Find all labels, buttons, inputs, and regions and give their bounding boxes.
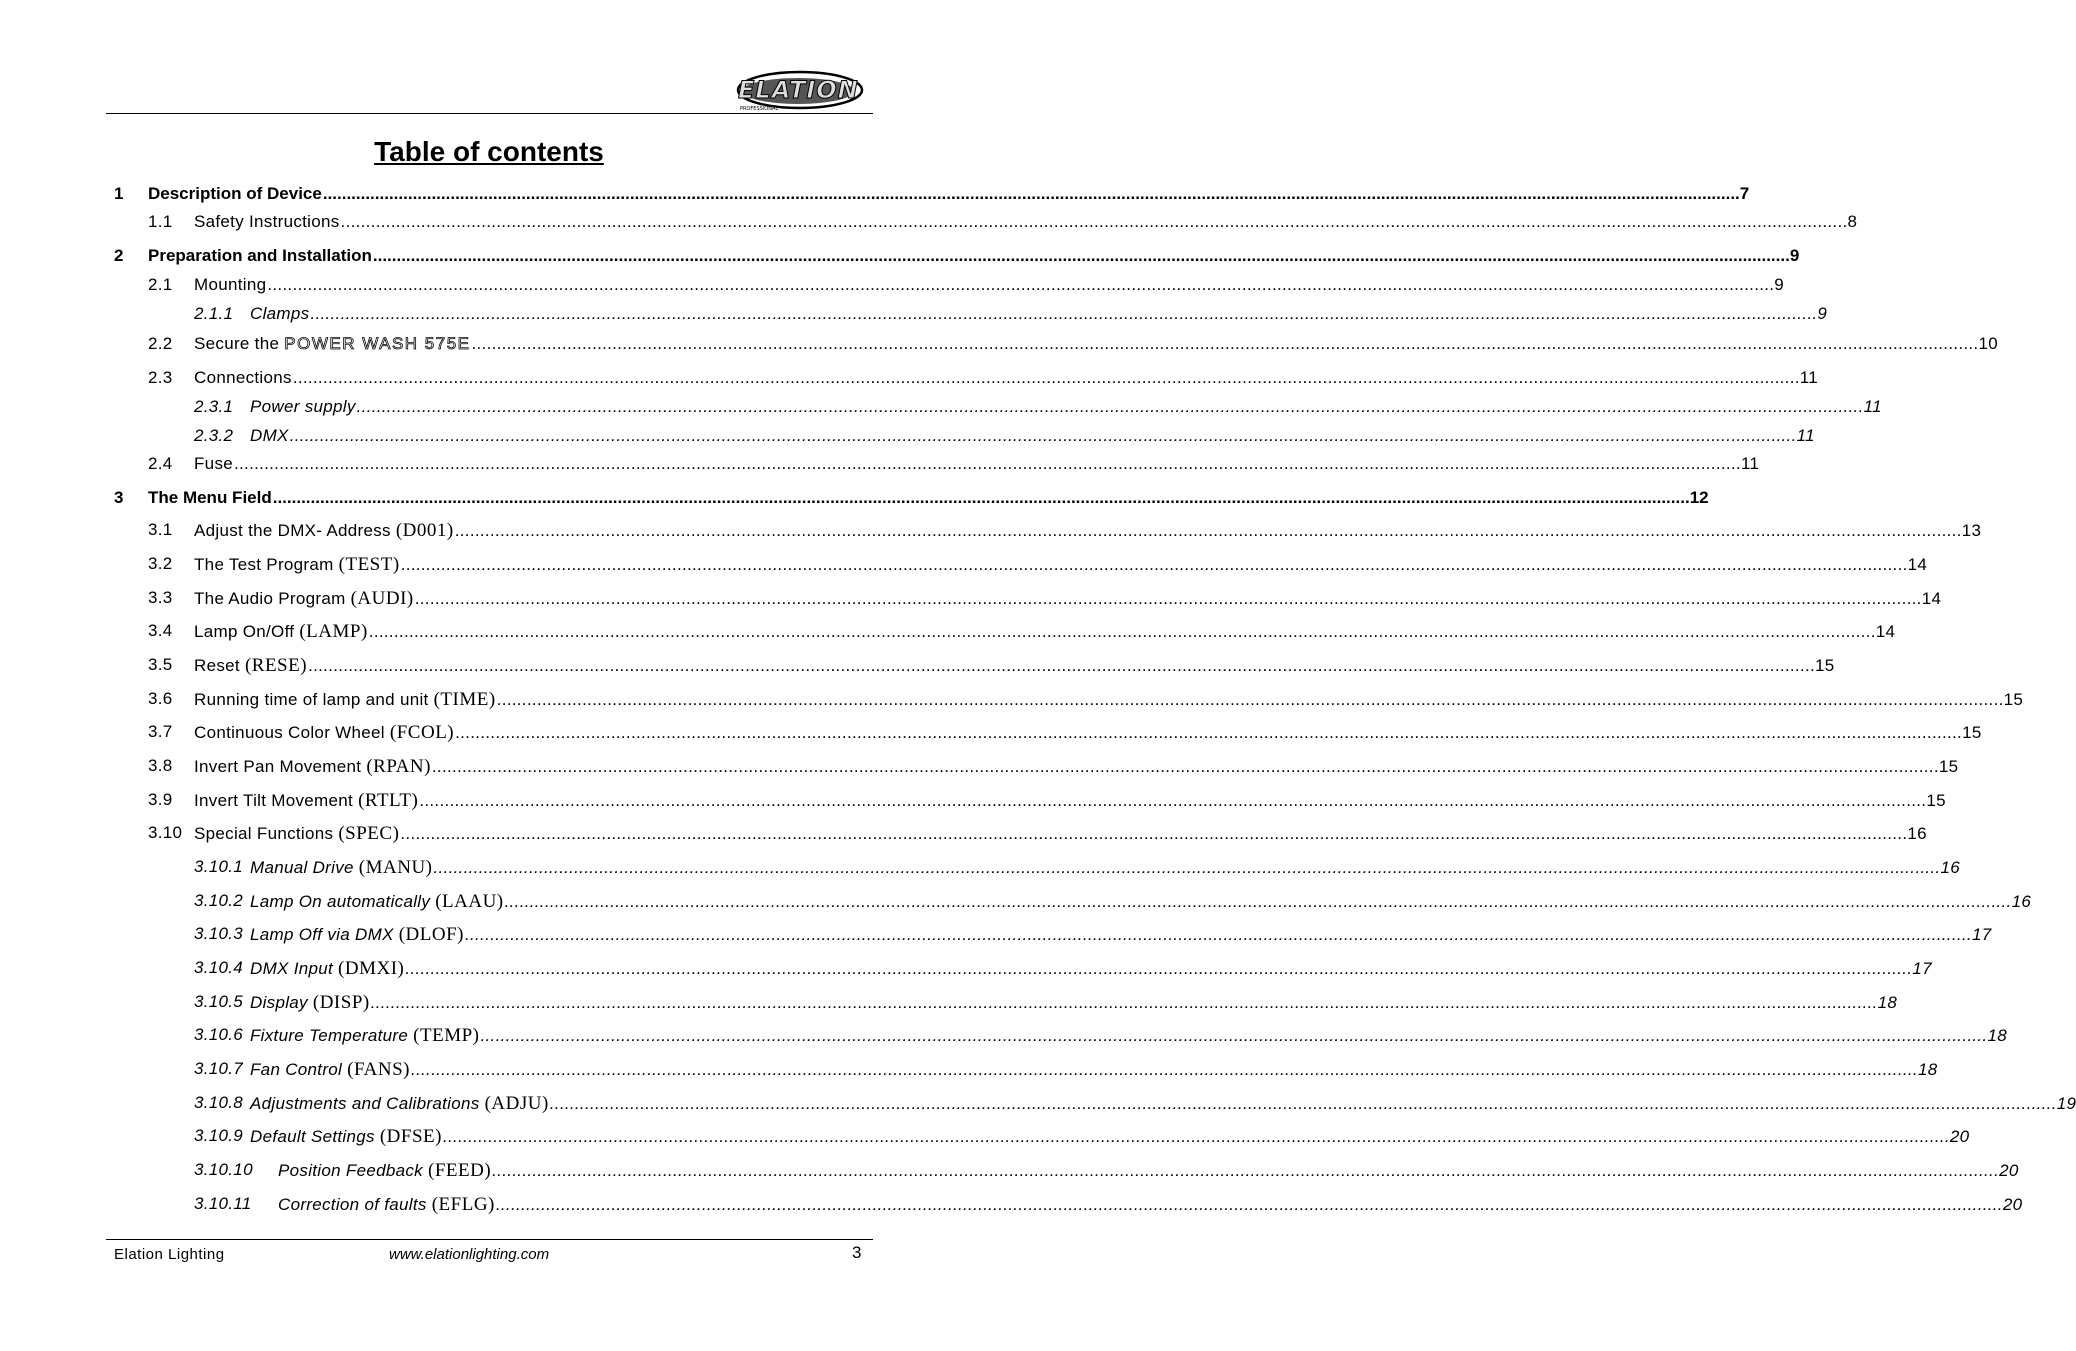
toc-leader-dots: ............................................................................................................................................................................................................................................................................................................	[400, 824, 1908, 843]
toc-entry[interactable]	[0, 275, 1785, 305]
toc-entry-number: 2.3.1	[194, 397, 234, 416]
toc-entry-title: Mounting	[194, 275, 267, 294]
toc-leader-dots: ............................................................................................................................................................................................................................................................................................................	[356, 397, 1864, 416]
toc-entry-page: 11	[1796, 426, 1815, 445]
toc-leader-dots: ............................................................................................................................................................................................................................................................................................................	[455, 723, 1963, 742]
toc-leader-dots: ............................................................................................................................................................................................................................................................................................................	[496, 690, 2004, 709]
toc-leader-dots: ............................................................................................................................................................................................................................................................................................................	[267, 275, 1775, 294]
toc-entry-code: (D001)	[395, 520, 454, 541]
toc-entry-number: 3.10.8	[194, 1093, 244, 1112]
toc-leader-dots: ............................................................................................................................................................................................................................................................................................................	[370, 993, 1878, 1012]
toc-leader-dots: ............................................................................................................................................................................................................................................................................................................	[405, 959, 1913, 978]
toc-entry-title: Special Functions	[194, 824, 334, 843]
toc-leader-dots: ............................................................................................................................................................................................................................................................................................................	[289, 426, 1797, 445]
toc-entry-page: 15	[1926, 791, 1946, 810]
toc-entry-code: (TEMP)	[413, 1025, 480, 1046]
toc-entry-number: 2.2	[148, 334, 173, 353]
toc-entry-title: Reset	[194, 656, 240, 675]
toc-entry-page: 19	[2056, 1094, 2076, 1113]
toc-entry-page: 20	[1999, 1161, 2019, 1180]
toc-entry[interactable]	[0, 520, 1982, 550]
toc-leader-dots: ............................................................................................................................................................................................................................................................................................................	[433, 858, 1941, 877]
toc-entry-number: 3.7	[148, 722, 173, 741]
toc-leader-dots: ............................................................................................................................................................................................................................................................................................................	[410, 1060, 1918, 1079]
toc-entry[interactable]	[0, 958, 1932, 988]
toc-entry[interactable]	[0, 1059, 1938, 1089]
toc-entry-page: 15	[1938, 757, 1959, 776]
toc-entry-number: 2.4	[148, 454, 173, 473]
footer-rule	[106, 1239, 873, 1240]
toc-entry-number: 1	[114, 184, 124, 203]
toc-leader-dots: ............................................................................................................................................................................................................................................................................................................	[454, 521, 1962, 540]
toc-entry-number: 3.5	[148, 655, 173, 674]
toc-entry-page: 13	[1961, 521, 1982, 540]
toc-entry-page: 15	[1962, 723, 1982, 742]
toc-entry[interactable]	[0, 1160, 2019, 1190]
footer-url[interactable]: www.elationlighting.com	[389, 1246, 550, 1263]
toc-entry[interactable]	[0, 756, 1959, 786]
toc-entry-number: 2	[114, 246, 124, 265]
toc-entry-title: The Test Program	[194, 555, 334, 574]
toc-leader-dots: ............................................................................................................................................................................................................................................................................................................	[464, 925, 1972, 944]
toc-entry-page: 12	[1689, 488, 1709, 507]
toc-leader-dots: ............................................................................................................................................................................................................................................................................................................	[431, 757, 1939, 776]
toc-entry-code: (AUDI)	[350, 588, 414, 609]
toc-entry-code: (SPEC)	[338, 823, 400, 844]
toc-entry-number: 3.9	[148, 790, 173, 809]
toc-leader-dots: ............................................................................................................................................................................................................................................................................................................	[310, 304, 1818, 323]
toc-entry-page: 17	[1971, 925, 1992, 944]
toc-entry-title: DMX Input	[250, 959, 334, 978]
toc-entry-number: 3.10.10	[194, 1160, 253, 1179]
toc-leader-dots: ............................................................................................................................................................................................................................................................................................................	[340, 212, 1848, 231]
toc-entry-number: 3.10.3	[194, 924, 244, 943]
toc-entry-page: 9	[1817, 304, 1828, 323]
toc-entry-page: 16	[1940, 858, 1960, 877]
toc-entry[interactable]	[0, 304, 1828, 334]
toc-entry-page: 9	[1789, 246, 1800, 265]
toc-entry-code: (LAAU)	[435, 891, 504, 912]
toc-entry-title: Lamp On automatically	[250, 892, 431, 911]
toc-entry-title: Lamp Off via DMX	[250, 925, 394, 944]
toc-entry-code: (EFLG)	[431, 1194, 495, 1215]
toc-entry-number: 3.3	[148, 588, 173, 607]
toc-entry-number: 3.4	[148, 621, 173, 640]
toc-entry[interactable]	[0, 823, 1927, 853]
toc-entry-title: Secure the	[194, 334, 280, 353]
toc-entry-code: (FANS)	[347, 1059, 410, 1080]
toc-leader-dots: ............................................................................................................................................................................................................................................................................................................	[368, 622, 1876, 641]
toc-entry-number: 3.10.11	[194, 1194, 252, 1213]
toc-entry-page: 10	[1978, 334, 1998, 353]
toc-entry[interactable]	[0, 924, 1992, 954]
toc-entry[interactable]	[0, 184, 1750, 214]
toc-entry-title: The Menu Field	[148, 488, 272, 507]
toc-leader-dots: ............................................................................................................................................................................................................................................................................................................	[549, 1094, 2057, 1113]
toc-entry[interactable]	[0, 588, 1942, 618]
toc-entry-number: 3.10.6	[194, 1025, 244, 1044]
toc-entry-code: (ADJU)	[484, 1093, 549, 1114]
toc-entry-title: Default Settings	[250, 1127, 375, 1146]
toc-entry[interactable]	[0, 722, 1982, 752]
toc-entry-title: Manual Drive	[250, 858, 354, 877]
toc-entry-code: (RTLT)	[358, 790, 419, 811]
toc-leader-dots: ............................................................................................................................................................................................................................................................................................................	[414, 589, 1922, 608]
toc-entry-number: 3.10.2	[194, 891, 244, 910]
toc-leader-dots: ............................................................................................................................................................................................................................................................................................................	[504, 892, 2012, 911]
toc-entry-title: Invert Tilt Movement	[194, 791, 354, 810]
toc-entry-number: 3.10.5	[194, 992, 244, 1011]
toc-entry-page: 14	[1907, 555, 1928, 574]
toc-leader-dots: ............................................................................................................................................................................................................................................................................................................	[234, 454, 1741, 473]
toc-entry-page: 14	[1921, 589, 1942, 608]
page-title: Table of contents	[374, 136, 604, 167]
toc-entry[interactable]	[0, 1194, 2023, 1224]
toc-entry-code: (LAMP)	[299, 621, 368, 642]
toc-entry-title: Description of Device	[148, 184, 322, 203]
toc-entry-title: Fixture Temperature	[250, 1026, 409, 1045]
toc-entry[interactable]	[0, 212, 1858, 242]
footer-company: Elation Lighting	[114, 1246, 225, 1263]
toc-entry-code: (DLOF)	[398, 924, 464, 945]
toc-entry-code: (RPAN)	[366, 756, 431, 777]
toc-entry[interactable]	[0, 891, 2032, 921]
toc-entry-page: 15	[1815, 656, 1835, 675]
toc-entry-page: 11	[1740, 454, 1760, 473]
toc-entry-title: Invert Pan Movement	[194, 757, 362, 776]
toc-entry-code: (FEED)	[428, 1160, 492, 1181]
toc-entry-title: Preparation and Installation	[148, 246, 372, 265]
toc-entry-page: 7	[1739, 184, 1750, 203]
toc-entry-title: Adjustments and Calibrations	[250, 1094, 480, 1113]
toc-entry-code: (FCOL)	[389, 722, 455, 743]
toc-entry-number: 3.2	[148, 554, 173, 573]
toc-entry[interactable]	[0, 554, 1928, 584]
toc-entry-number: 2.1	[148, 275, 173, 294]
toc-entry-number: 2.3.2	[194, 426, 234, 445]
toc-leader-dots: ............................................................................................................................................................................................................................................................................................................	[495, 1195, 2003, 1214]
toc-entry-code: (TEST)	[338, 554, 400, 575]
toc-entry[interactable]	[0, 1093, 2076, 1123]
toc-entry-number: 3.10.4	[194, 958, 244, 977]
toc-entry-code: (TIME)	[433, 689, 496, 710]
toc-entry-code: (DFSE)	[379, 1126, 442, 1147]
toc-leader-dots: ............................................................................................................................................................................................................................................................................................................	[492, 1161, 2000, 1180]
toc-entry[interactable]	[0, 689, 2024, 719]
toc-entry[interactable]	[0, 454, 1760, 484]
toc-entry-page: 9	[1774, 275, 1785, 294]
toc-entry-number: 3.10.9	[194, 1126, 244, 1145]
toc-entry-page: 18	[1877, 993, 1898, 1012]
toc-entry-title: Clamps	[250, 304, 310, 323]
toc-entry-number: 2.3	[148, 368, 173, 387]
toc-entry-code: POWER WASH 575E	[284, 334, 471, 353]
toc-entry-title: Fuse	[194, 454, 233, 473]
toc-entry[interactable]	[0, 655, 1835, 685]
toc-entry-page: 18	[1987, 1026, 2007, 1045]
toc-entry-title: Running time of lamp and unit	[194, 690, 429, 709]
toc-entry-number: 2.1.1	[194, 304, 234, 323]
toc-entry-code: (RESE)	[244, 655, 308, 676]
toc-entry-title: Fan Control	[250, 1060, 343, 1079]
toc-leader-dots: ............................................................................................................................................................................................................................................................................................................	[400, 555, 1908, 574]
toc-entry-title: Display	[250, 993, 308, 1012]
toc-entry[interactable]	[0, 1126, 1970, 1156]
toc-entry-page: 20	[1949, 1127, 1970, 1146]
toc-entry-title: Continuous Color Wheel	[194, 723, 385, 742]
toc-entry-code: (DISP)	[312, 992, 370, 1013]
logo-subtext: PROFESSIONAL	[740, 106, 779, 112]
toc-leader-dots: ............................................................................................................................................................................................................................................................................................................	[292, 368, 1800, 387]
toc-entry[interactable]	[0, 426, 1815, 456]
toc-entry-title: The Audio Program	[194, 589, 346, 608]
toc-entry-code: (DMXI)	[338, 958, 405, 979]
toc-leader-dots: ............................................................................................................................................................................................................................................................................................................	[322, 184, 1740, 203]
toc-entry-title: Connections	[194, 368, 292, 387]
toc-entry-page: 15	[2003, 690, 2024, 709]
toc-leader-dots: ............................................................................................................................................................................................................................................................................................................	[480, 1026, 1988, 1045]
toc-entry-page: 14	[1875, 622, 1896, 641]
toc-entry-number: 3.10.1	[194, 857, 244, 876]
toc-entry[interactable]	[0, 368, 1819, 398]
toc-leader-dots: ............................................................................................................................................................................................................................................................................................................	[471, 334, 1979, 353]
toc-entry-title: Position Feedback	[278, 1161, 423, 1180]
elation-logo	[722, 66, 866, 116]
toc-entry-title: Adjust the DMX- Address	[194, 521, 391, 540]
toc-entry-number: 1.1	[148, 212, 173, 231]
toc-leader-dots: ............................................................................................................................................................................................................................................................................................................	[308, 656, 1816, 675]
toc-entry-page: 16	[1907, 824, 1927, 843]
toc-entry-title: DMX	[250, 426, 289, 445]
toc-entry-page: 8	[1847, 212, 1858, 231]
toc-entry[interactable]	[0, 1025, 2007, 1055]
toc-leader-dots: ............................................................................................................................................................................................................................................................................................................	[442, 1127, 1950, 1146]
toc-leader-dots: ............................................................................................................................................................................................................................................................................................................	[272, 488, 1690, 507]
toc-entry[interactable]	[0, 334, 1998, 364]
toc-entry[interactable]	[0, 397, 1882, 427]
toc-entry-page: 18	[1917, 1060, 1938, 1079]
toc-entry-title: Power supply	[250, 397, 356, 416]
logo-text: ELATION	[738, 76, 859, 104]
toc-entry-code: (MANU)	[358, 857, 433, 878]
toc-entry[interactable]	[0, 246, 1800, 276]
toc-entry-title: Lamp On/Off	[194, 622, 295, 641]
toc-entry-page: 20	[2002, 1195, 2023, 1214]
toc-entry-number: 3.8	[148, 756, 173, 775]
toc-leader-dots: ............................................................................................................................................................................................................................................................................................................	[419, 791, 1927, 810]
toc-entry[interactable]	[0, 857, 1960, 887]
toc-leader-dots: ............................................................................................................................................................................................................................................................................................................	[372, 246, 1790, 265]
toc-entry-page: 11	[1863, 397, 1882, 416]
header-rule	[106, 113, 873, 114]
toc-entry-number: 3	[114, 488, 124, 507]
toc-entry-number: 3.10.7	[194, 1059, 244, 1078]
toc-entry-page: 11	[1799, 368, 1819, 387]
toc-entry-title: Safety Instructions	[194, 212, 340, 231]
toc-entry-number: 3.10	[148, 823, 183, 842]
toc-entry[interactable]	[0, 621, 1896, 651]
toc-entry[interactable]	[0, 488, 1709, 518]
toc-entry-number: 3.1	[148, 520, 173, 539]
toc-entry[interactable]	[0, 992, 1898, 1022]
toc-entry-page: 17	[1912, 959, 1932, 978]
footer-page-number: 3	[852, 1243, 862, 1262]
toc-entry-title: Correction of faults	[278, 1195, 427, 1214]
toc-entry[interactable]	[0, 790, 1946, 820]
toc-entry-page: 16	[2011, 892, 2032, 911]
toc-entry-number: 3.6	[148, 689, 173, 708]
